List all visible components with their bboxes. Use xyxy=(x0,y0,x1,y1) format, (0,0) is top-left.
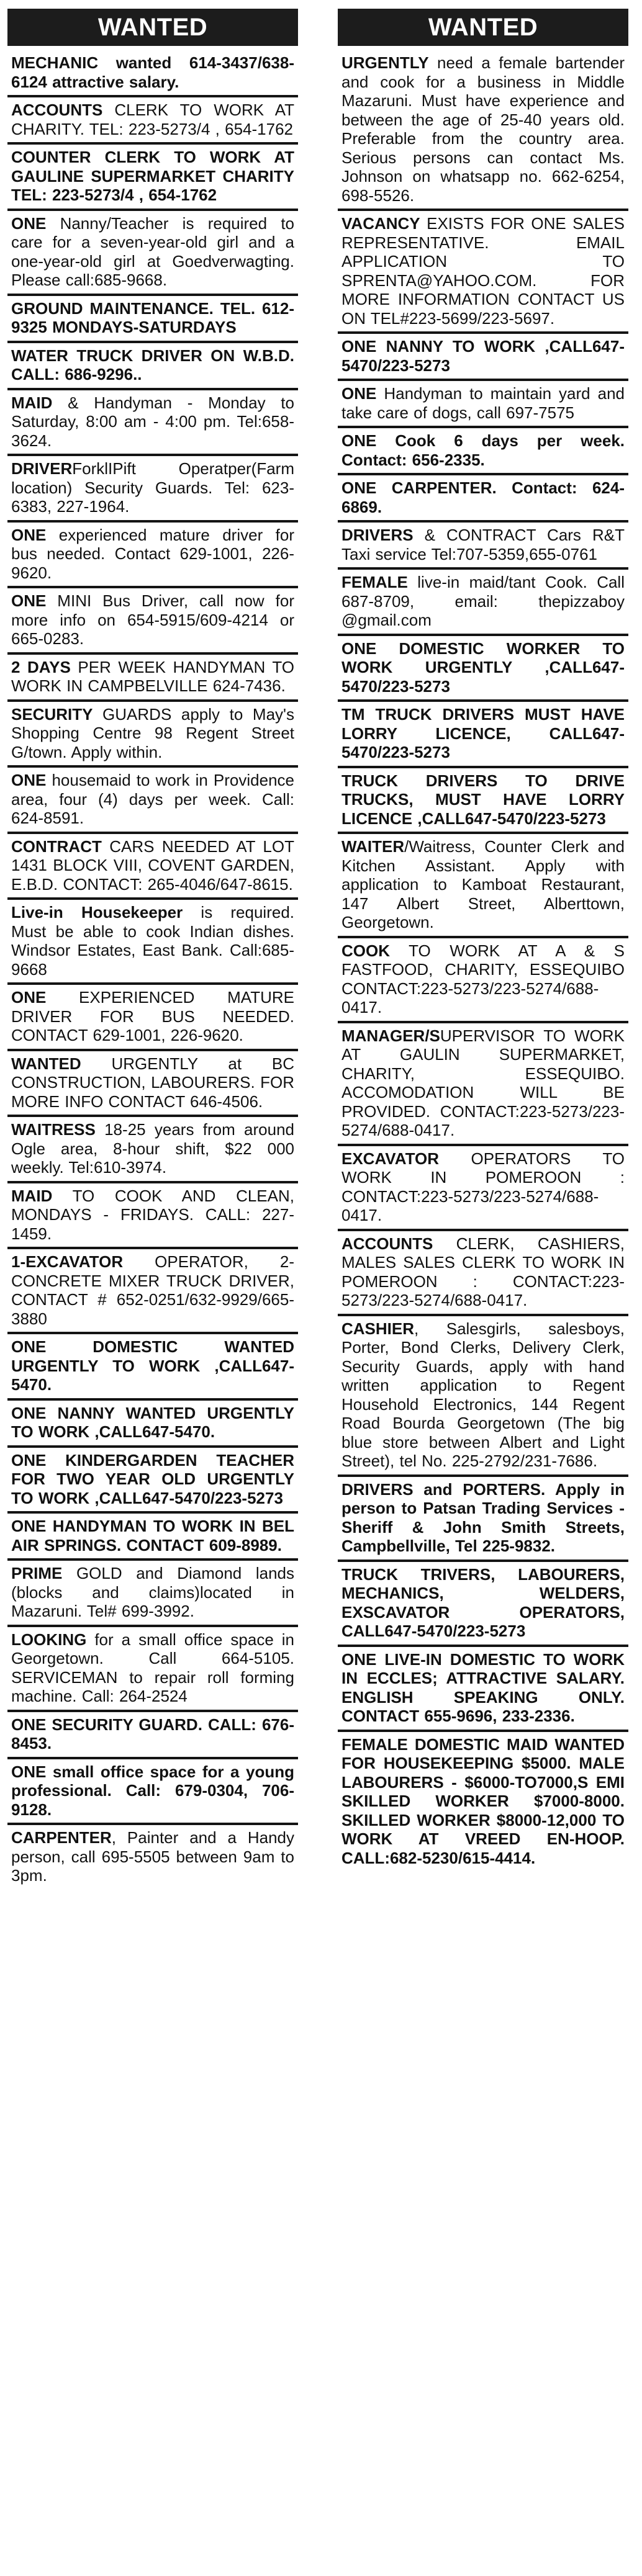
ad-body-text: MINI Bus Driver, call now for more info on 654-5915/609-4214 or 665-0283. xyxy=(11,591,294,648)
classified-ad xyxy=(7,294,298,341)
ad-lead-text: 2 DAYS xyxy=(11,657,71,676)
ad-lead-text: MANAGER/S xyxy=(341,1026,440,1045)
left-column xyxy=(7,9,298,1889)
classified-ad xyxy=(338,379,628,426)
ad-body-text: experienced mature driver for bus needed. Contact 629-1001, 226-9620. xyxy=(11,525,294,582)
ad-lead-text: ACCOUNTS xyxy=(11,101,103,119)
classified-ad xyxy=(7,95,298,142)
ad-body-text: for a small office space in Georgetown. Call 664-5105. SERVICEMAN to repair roll forming machine. Call: 264-2524 xyxy=(11,1630,294,1705)
classified-ad xyxy=(7,765,298,832)
classified-ad xyxy=(338,699,628,766)
classified-ad xyxy=(7,586,298,652)
ad-body-text: 18-25 years from around Ogle area, 8-hour shift, $22 000 weekly. Tel:610-3974. xyxy=(11,1120,294,1177)
ad-lead-text: GROUND MAINTENANCE. TEL. 612-9325 MONDAYS-SATURDAYS xyxy=(11,298,294,336)
ad-body-text: OPERATORS TO WORK IN POMEROON : CONTACT:223-5273/223-5274/688-0417. xyxy=(341,1149,625,1224)
classified-ad xyxy=(7,1511,298,1558)
ad-lead-text: SECURITY xyxy=(11,704,93,724)
classified-ad xyxy=(7,1445,298,1512)
ad-body-text: Handyman to maintain yard and take care of dogs, call 697-7575 xyxy=(341,384,625,422)
left-ad-list xyxy=(7,52,298,1889)
ad-lead-text: CARPENTER xyxy=(11,1828,112,1847)
ad-body-text: CARS NEEDED AT LOT 1431 BLOCK VIII, COVENT GARDEN, E.B.D. CONTACT: 265-4046/647-8615. xyxy=(11,837,294,894)
classified-ad xyxy=(7,1115,298,1181)
ad-lead-text: TRUCK DRIVERS TO DRIVE TRUCKS, MUST HAVE LORRY LICENCE ,CALL647-5470/223-5273 xyxy=(341,771,625,828)
ad-body-text: UPERVISOR TO WORK AT GAULIN SUPERMARKET, CHARITY, ESSEQUIBO. ACCOMODATION WILL BE PROVIDED. CONTACT:223-5273/223-5274/688-0417. xyxy=(341,1026,625,1139)
classified-ad xyxy=(7,897,298,982)
classified-ad xyxy=(338,634,628,700)
ad-body-text: PER WEEK HANDYMAN TO WORK IN CAMPBELVILLE 624-7436. xyxy=(11,657,294,695)
ad-lead-text: COOK xyxy=(341,941,390,960)
ad-body-text: Nanny/Teacher is required to care for a seven-year-old girl and a one-year-old girl at Goedverwagting. Please call:685-9668. xyxy=(11,213,294,289)
classified-ad xyxy=(7,1558,298,1625)
ad-body-text: GOLD and Diamond lands (blocks and claims)located in Mazaruni. Tel# 699-3992. xyxy=(11,1564,294,1620)
ad-lead-text: MAID xyxy=(11,1186,53,1205)
ad-lead-text: TM TRUCK DRIVERS MUST HAVE LORRY LICENCE, CALL647-5470/223-5273 xyxy=(341,705,625,761)
ad-body-text: live-in maid/tant Cook. Call 687-8709, email: thepizzaboy @gmail.com xyxy=(341,573,625,629)
classified-ad xyxy=(338,520,628,567)
ad-body-text: TO COOK AND CLEAN, MONDAYS - FRIDAYS. CALL: 227-1459. xyxy=(11,1186,294,1243)
classified-ad xyxy=(7,1247,298,1332)
classified-ad xyxy=(338,426,628,473)
classified-ad xyxy=(7,1181,298,1247)
ad-lead-text: DRIVER xyxy=(11,459,73,478)
classified-ad xyxy=(338,331,628,379)
ad-lead-text: Live-in Housekeeper xyxy=(11,903,183,922)
ad-lead-text: ONE NANNY WANTED URGENTLY TO WORK ,CALL647-5470. xyxy=(11,1403,294,1441)
classified-ad xyxy=(7,209,298,294)
ad-body-text: OPERATOR, 2- CONCRETE MIXER TRUCK DRIVER, CONTACT # 652-0251/632-9929/665-3880 xyxy=(11,1252,294,1328)
ad-lead-text: DRIVERS and PORTERS. Apply in person to Patsan Trading Services - Sheriff & John Smith Streets, Campbellville, Tel 225-9832. xyxy=(341,1479,625,1555)
ad-lead-text: ONE CARPENTER. Contact: 624-6869. xyxy=(341,478,625,516)
ad-body-text: GUARDS apply to May's Shopping Centre 98 Regent Street G/town. Apply within. xyxy=(11,704,294,761)
classified-ad xyxy=(7,1332,298,1398)
ad-lead-text: ONE xyxy=(11,771,47,789)
ad-lead-text: CONTRACT xyxy=(11,837,102,856)
ad-lead-text: DRIVERS xyxy=(341,526,414,544)
classified-ad xyxy=(338,936,628,1021)
classified-ad xyxy=(7,982,298,1049)
classified-ad xyxy=(338,567,628,634)
ad-body-text: TO WORK AT A & S FASTFOOD, CHARITY, ESSEQUIBO CONTACT:223-5273/223-5274/688-0417. xyxy=(341,941,625,1016)
ad-lead-text: WAITRESS xyxy=(11,1120,96,1139)
classified-ad xyxy=(338,1314,628,1474)
classified-ad xyxy=(338,209,628,331)
ad-lead-text: WATER TRUCK DRIVER ON W.B.D. CALL: 686-9296.. xyxy=(11,346,294,384)
ad-body-text: EXPERIENCED MATURE DRIVER FOR BUS NEEDED. CONTACT 629-1001, 226-9620. xyxy=(11,988,294,1044)
right-column xyxy=(338,9,628,1871)
ad-body-text: /Waitress, Counter Clerk and Kitchen Assistant. Apply with application to Kamboat Restaurant, 147 Albert Street, Alberttown, Georgetown. xyxy=(341,837,625,931)
ad-lead-text: ONE xyxy=(11,213,47,233)
classified-ad xyxy=(7,52,298,95)
ad-lead-text: ONE xyxy=(11,525,47,544)
ad-body-text: need a female bartender and cook for a business in Middle Mazaruni. Must have experience and between the age of 25-40 years old. Preferable from the country area. Serious persons can contact Ms. Johnson on whatsapp no. 662-6254, 698-5526. xyxy=(341,53,625,205)
ad-lead-text: MAID xyxy=(11,393,53,412)
classified-ad xyxy=(338,1229,628,1314)
ad-lead-text: COUNTER CLERK TO WORK AT GAULINE SUPERMARKET CHARITY TEL: 223-5273/4 , 654-1762 xyxy=(11,148,294,204)
ad-lead-text: LOOKING xyxy=(11,1630,87,1649)
classified-ad xyxy=(338,766,628,832)
ad-lead-text: ONE xyxy=(11,988,47,1007)
right-section-header: WANTED xyxy=(338,9,628,46)
ad-lead-text: ONE NANNY TO WORK ,CALL647-5470/223-5273 xyxy=(341,337,625,375)
classified-ad xyxy=(338,1560,628,1645)
ad-lead-text: PRIME xyxy=(11,1564,63,1582)
ad-lead-text: EXCAVATOR xyxy=(341,1149,439,1168)
ad-lead-text: TRUCK TRIVERS, LABOURERS, MECHANICS, WELDERS, EXSCAVATOR OPERATORS, CALL647-5470/223-5273 xyxy=(341,1564,625,1640)
classified-ad xyxy=(338,473,628,520)
ad-lead-text: ONE DOMESTIC WORKER TO WORK URGENTLY ,CALL647-5470/223-5273 xyxy=(341,639,625,696)
ad-body-text: ForklIPift Operatper(Farm location) Security Guards. Tel: 623-6383, 227-1964. xyxy=(11,459,294,516)
ad-lead-text: CASHIER xyxy=(341,1319,415,1338)
classified-ad xyxy=(338,1021,628,1144)
classified-ad xyxy=(338,1144,628,1229)
ad-lead-text: 1-EXCAVATOR xyxy=(11,1252,124,1271)
classified-ad xyxy=(7,520,298,586)
classified-ad xyxy=(338,1474,628,1560)
classified-ad xyxy=(338,832,628,936)
ad-lead-text: ONE DOMESTIC WANTED URGENTLY TO WORK ,CALL647-5470. xyxy=(11,1337,294,1394)
ad-lead-text: URGENTLY xyxy=(341,53,429,72)
right-ad-list xyxy=(338,52,628,1871)
ad-lead-text: VACANCY xyxy=(341,214,420,233)
ad-lead-text: ACCOUNTS xyxy=(341,1234,433,1253)
ad-body-text: URGENTLY at BC CONSTRUCTION, LABOURERS. FOR MORE INFO CONTACT 646-4506. xyxy=(11,1054,294,1111)
classified-ad xyxy=(7,1757,298,1823)
classified-ad xyxy=(7,1049,298,1115)
classified-ad xyxy=(7,1823,298,1889)
classified-ad xyxy=(7,832,298,898)
ad-body-text: housemaid to work in Providence area, four (4) days per week. Call: 624-8591. xyxy=(11,771,294,827)
classified-ad xyxy=(7,341,298,388)
classified-ad xyxy=(7,1710,298,1757)
classified-ad xyxy=(7,454,298,520)
ad-lead-text: FEMALE xyxy=(341,573,408,591)
ad-lead-text: ONE xyxy=(11,591,47,610)
ad-lead-text: ONE xyxy=(341,384,377,403)
ad-body-text: CLERK, CASHIERS, MALES SALES CLERK TO WORK IN POMEROON : CONTACT:223-5273/223-5274/688-0417. xyxy=(341,1234,625,1309)
classified-ad xyxy=(338,1730,628,1872)
ad-lead-text: FEMALE DOMESTIC MAID WANTED FOR HOUSEKEEPING $5000. MALE LABOURERS - $6000-TO7000,S EMI SKILLED WORKER $7000-8000. SKILLED WORKER $8000-12,000 TO WORK AT VREED EN-HOOP. CALL:682-5230/615-4414. xyxy=(341,1735,625,1867)
ad-body-text: & CONTRACT Cars R&T Taxi service Tel:707-5359,655-0761 xyxy=(341,526,625,563)
classified-ad xyxy=(7,388,298,454)
ad-body-text: & Handyman - Monday to Saturday, 8:00 am - 4:00 pm. Tel:658-3624. xyxy=(11,393,294,450)
ad-lead-text: WANTED xyxy=(11,1054,81,1073)
classified-ad xyxy=(7,652,298,699)
ad-lead-text: ONE LIVE-IN DOMESTIC TO WORK IN ECCLES; ATTRACTIVE SALARY. ENGLISH SPEAKING ONLY. CONTACT 655-9696, 233-2336. xyxy=(341,1649,625,1725)
classified-ad xyxy=(7,1625,298,1710)
ad-body-text: is required. Must be able to cook Indian dishes. Windsor Estates, East Bank. Call:685-9668 xyxy=(11,903,295,979)
ad-lead-text: ONE Cook 6 days per week. Contact: 656-2335. xyxy=(341,431,625,469)
classified-ad xyxy=(338,52,628,209)
ad-lead-text: ONE KINDERGARDEN TEACHER FOR TWO YEAR OLD URGENTLY TO WORK ,CALL647-5470/223-5273 xyxy=(11,1450,294,1507)
ad-lead-text: MECHANIC wanted 614-3437/638-6124 attractive salary. xyxy=(11,53,294,91)
ad-body-text: , Salesgirls, salesboys, Porter, Bond Clerks, Delivery Clerk, Security Guards, apply with hand written application to Regent Household Electronics, 144 Regent Road Bourda Georgetown (The big blue store between Albert and Light Street), tel No. 225-2792/231-7686. xyxy=(341,1319,625,1470)
classified-ad xyxy=(7,142,298,209)
ad-body-text: EXISTS FOR ONE SALES REPRESENTATIVE. EMAIL APPLICATION TO SPRENTA@YAHOO.COM. FOR MORE INFORMATION CONTACT US ON TEL#223-5699/223-5697. xyxy=(341,214,625,328)
ad-lead-text: WAITER xyxy=(341,837,405,856)
ad-body-text: CLERK TO WORK AT CHARITY. TEL: 223-5273/4 , 654-1762 xyxy=(11,101,294,138)
classified-ad xyxy=(7,699,298,766)
classified-ad xyxy=(7,1398,298,1445)
ad-lead-text: ONE small office space for a young professional. Call: 679-0304, 706-9128. xyxy=(11,1762,294,1819)
ad-body-text: , Painter and a Handy person, call 695-5505 between 9am to 3pm. xyxy=(11,1828,294,1885)
ad-lead-text: ONE HANDYMAN TO WORK IN BEL AIR SPRINGS. CONTACT 609-8989. xyxy=(11,1517,294,1555)
left-section-header: WANTED xyxy=(7,9,298,46)
ad-lead-text: ONE SECURITY GUARD. CALL: 676-8453. xyxy=(11,1715,294,1752)
classified-ad xyxy=(338,1645,628,1730)
